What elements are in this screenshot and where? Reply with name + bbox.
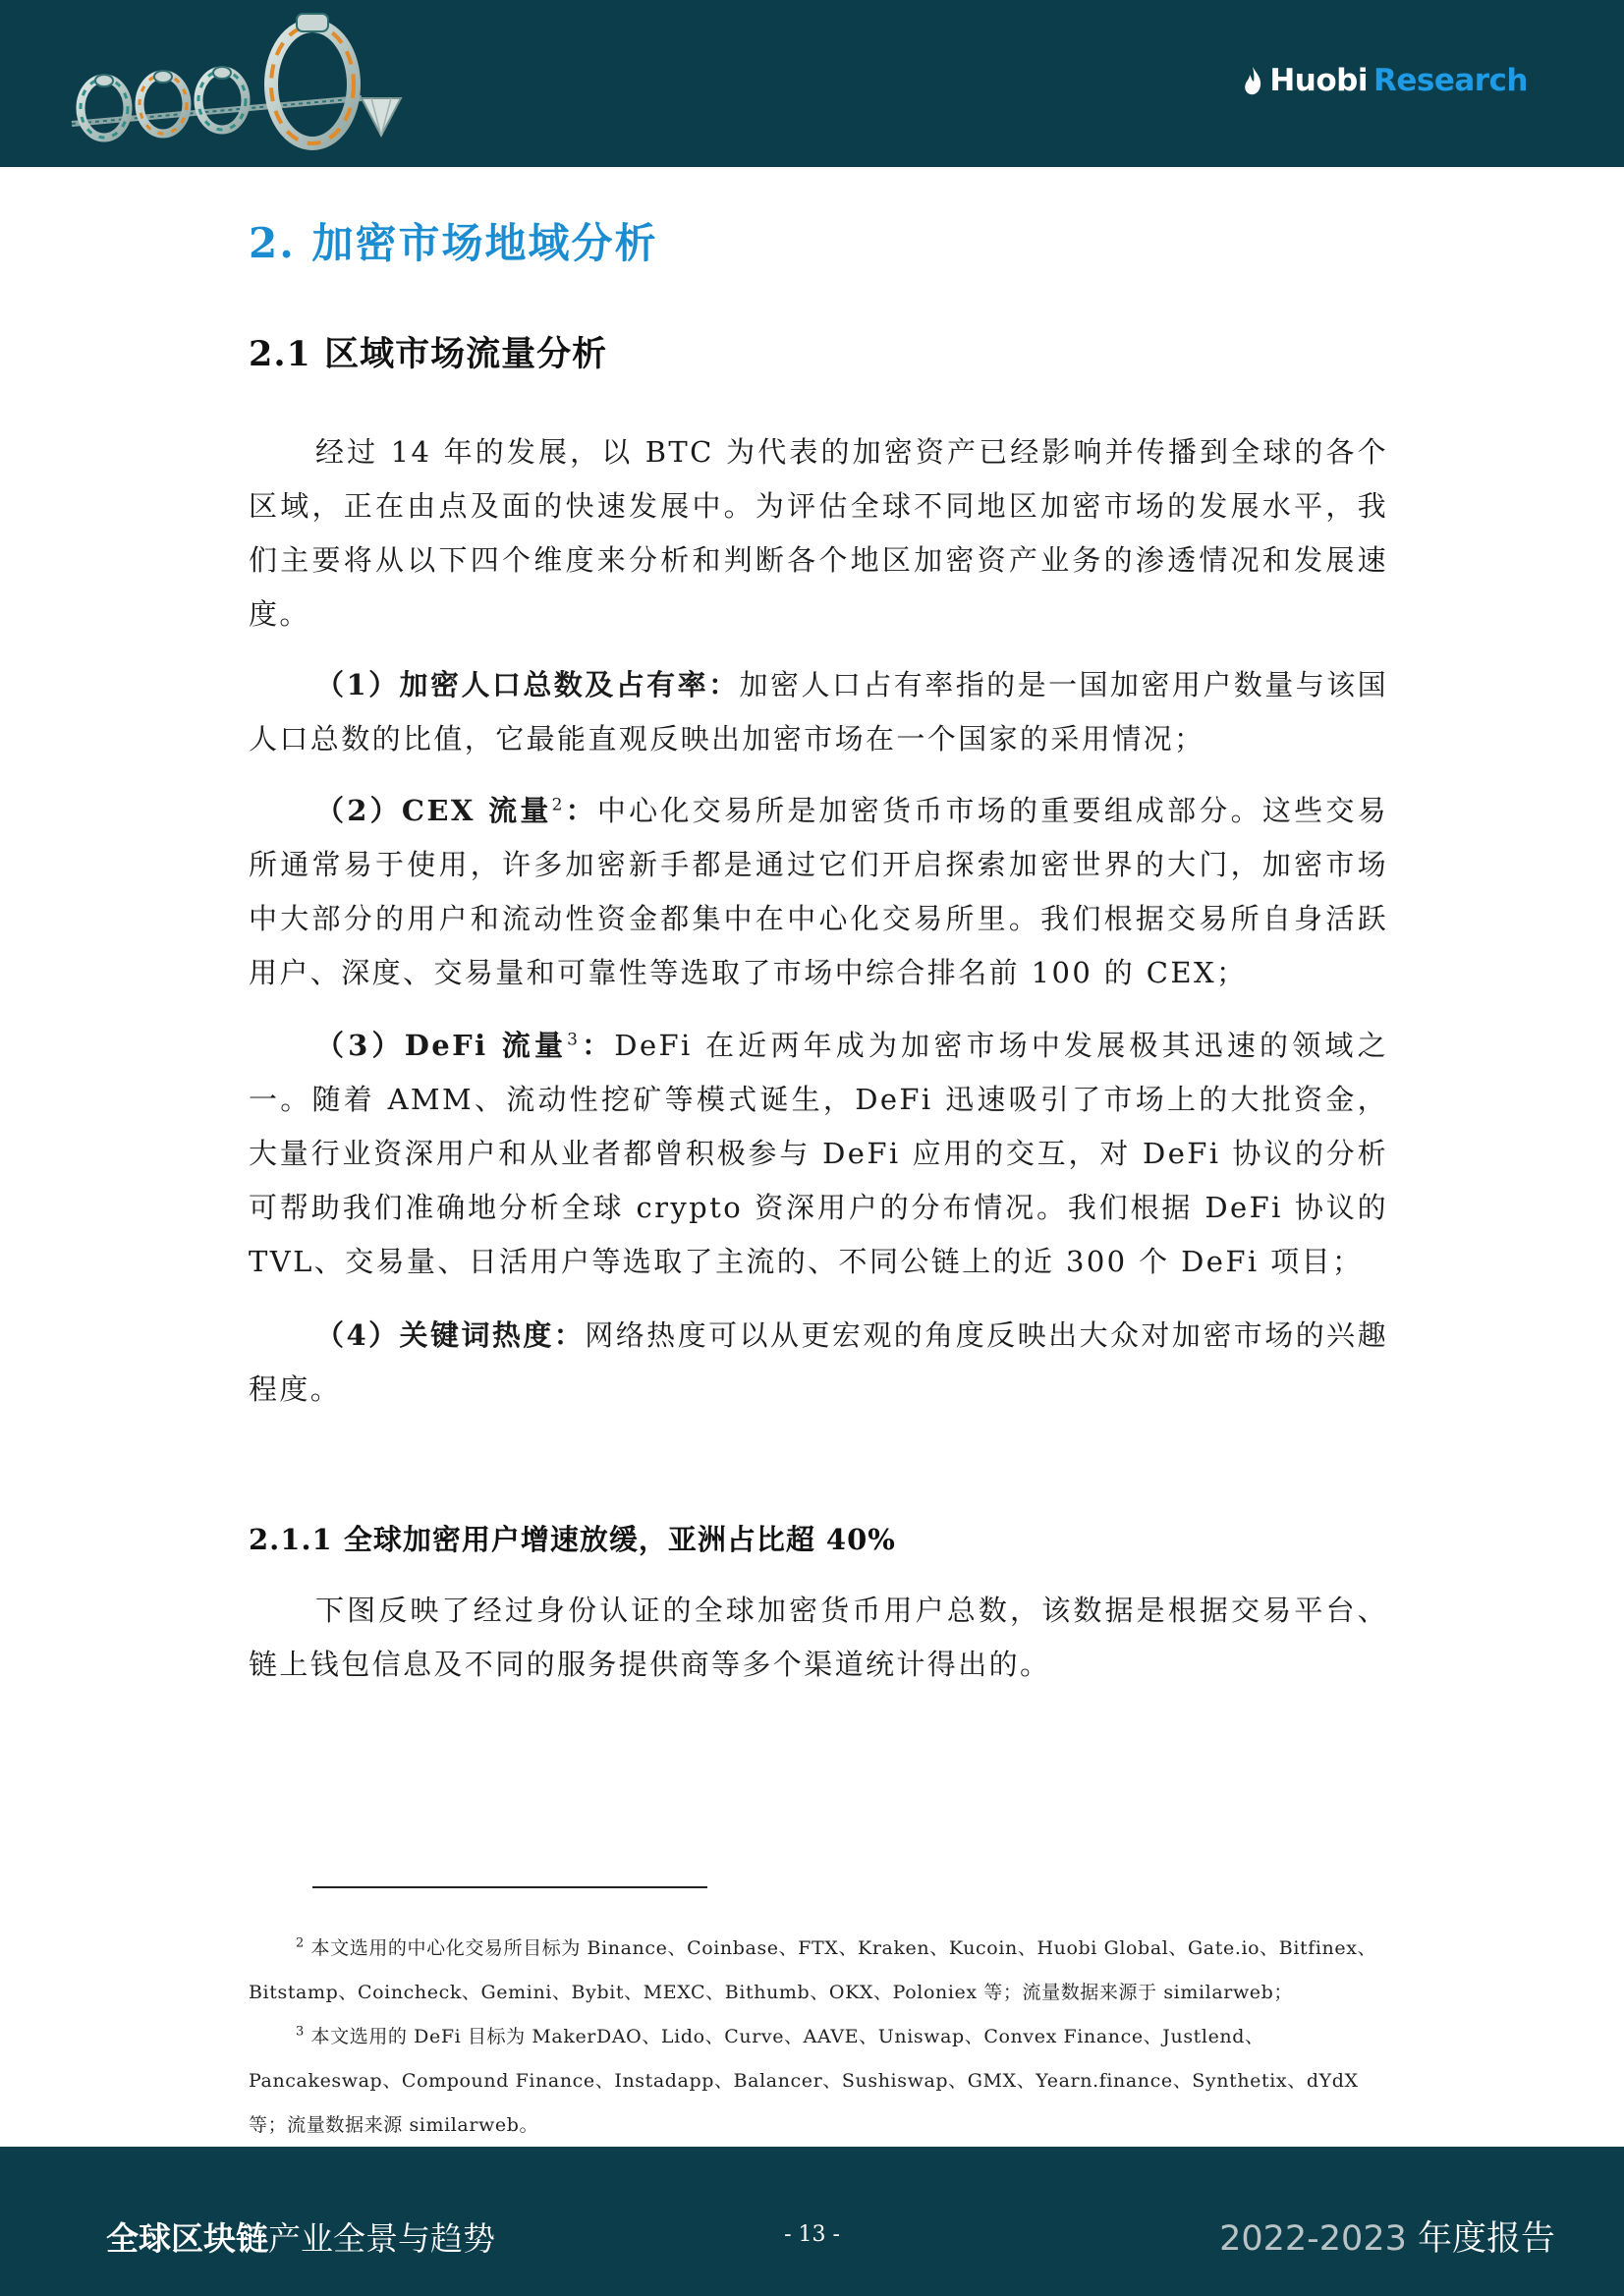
dimension-item-3-colon: ： — [580, 1029, 615, 1062]
chart-intro-paragraph: 下图反映了经过身份认证的全球加密货币用户总数，该数据是根据交易平台、链上钱包信息及不同的服务提供商等多个渠道统计得出的。 — [249, 1594, 1388, 1681]
sub-subsection-heading: 2.1.1 全球加密用户增速放缓，亚洲占比超 40% — [249, 1523, 896, 1556]
dimension-item-1-text: 加密人口占有率指的是一国加密用户数量与该国人口总数的比值，它最能直观反映出加密市场在一个国家的采用情况； — [249, 668, 1388, 756]
dimension-item-2-text: 中心化交易所是加密货币市场的重要组成部分。这些交易所通常易于使用，许多加密新手都是通过它们开启探索加密世界的大门，加密市场中大部分的用户和流动性资金都集中在中心化交易所里。我们根据交易所自身活跃用户、深度、交易量和可靠性等选取了市场中综合排名前 100 的 CEX； — [249, 794, 1388, 989]
dimension-item-3 — [249, 1019, 1388, 1289]
chain-rings-illustration-icon — [67, 8, 430, 155]
dimension-item-1-label: （1）加密人口总数及占有率： — [315, 668, 740, 701]
dimension-item-4-label: （4）关键词热度： — [315, 1318, 586, 1352]
dimension-item-2-colon: ： — [564, 794, 597, 827]
footer-title-bold: 全球区块链 — [106, 2219, 268, 2258]
brand-name-research: Research — [1372, 63, 1528, 98]
footer-annual-report — [1219, 2212, 1555, 2261]
dimension-item-3-text: DeFi 在近两年成为加密市场中发展极其迅速的领域之一。随着 AMM、流动性挖矿等模式诞生，DeFi 迅速吸引了市场上的大批资金，大量行业资深用户和从业者都曾积极参与 DeFi 应用的交互，对 DeFi 协议的分析可帮助我们准确地分析全球 crypto 资深用户的分布情况。我们根据 DeFi 协议的 TVL、交易量、日活用户等选取了主流的、不同公链上的近 300 个 DeFi 项目； — [249, 1029, 1388, 1278]
footnote-2 — [249, 1927, 1388, 2015]
footer-year-range: 2022-2023 — [1219, 2219, 1407, 2259]
section-heading: 2. 加密市场地域分析 — [249, 219, 658, 267]
footer-report-label: 年度报告 — [1406, 2219, 1555, 2259]
dimension-item-2-label: （2）CEX 流量 — [315, 794, 552, 827]
subsection-heading: 2.1 区域市场流量分析 — [249, 334, 608, 374]
footnote-divider — [312, 1886, 707, 1888]
footnote-3 — [249, 2015, 1388, 2148]
dimension-item-2 — [249, 784, 1388, 1000]
dimension-item-3-label: （3）DeFi 流量 — [315, 1029, 568, 1062]
dimension-item-1 — [249, 658, 1388, 766]
huobi-research-logo — [1242, 61, 1528, 100]
footer-title-rest: 产业全景与趋势 — [268, 2219, 495, 2258]
footnote-3-text: 本文选用的 DeFi 目标为 MakerDAO、Lido、Curve、AAVE、Uniswap、Convex Finance、Justlend、Pancakeswap、Compound Finance、Instadapp、Balancer、Sushiswap、GMX、Yearn.finance、Synthetix、dYdX 等；流量数据来源 similarweb。 — [249, 2026, 1359, 2136]
footnote-3-number: 3 — [296, 2024, 305, 2040]
footnote-ref-3: 3 — [567, 1030, 581, 1050]
footnote-2-number: 2 — [296, 1935, 305, 1951]
flame-icon — [1242, 65, 1263, 96]
dimension-item-4-text: 网络热度可以从更宏观的角度反映出大众对加密市场的兴趣程度。 — [249, 1318, 1388, 1406]
header-bar — [0, 0, 1624, 167]
intro-paragraph: 经过 14 年的发展，以 BTC 为代表的加密资产已经影响并传播到全球的各个区域，正在由点及面的快速发展中。为评估全球不同地区加密市场的发展水平，我们主要将从以下四个维度来分析和判断各个地区加密资产业务的渗透情况和发展速度。 — [249, 435, 1388, 631]
brand-name-huobi: Huobi — [1269, 63, 1368, 98]
footnote-ref-2: 2 — [551, 795, 565, 815]
page-number: - 13 - — [784, 2222, 840, 2247]
footnote-2-text: 本文选用的中心化交易所目标为 Binance、Coinbase、FTX、Kraken、Kucoin、Huobi Global、Gate.io、Bitfinex、Bitstamp、Coincheck、Gemini、Bybit、MEXC、Bithumb、OKX、Poloniex 等；流量数据来源于 similarweb； — [249, 1937, 1377, 2003]
dimension-item-4 — [249, 1309, 1388, 1417]
